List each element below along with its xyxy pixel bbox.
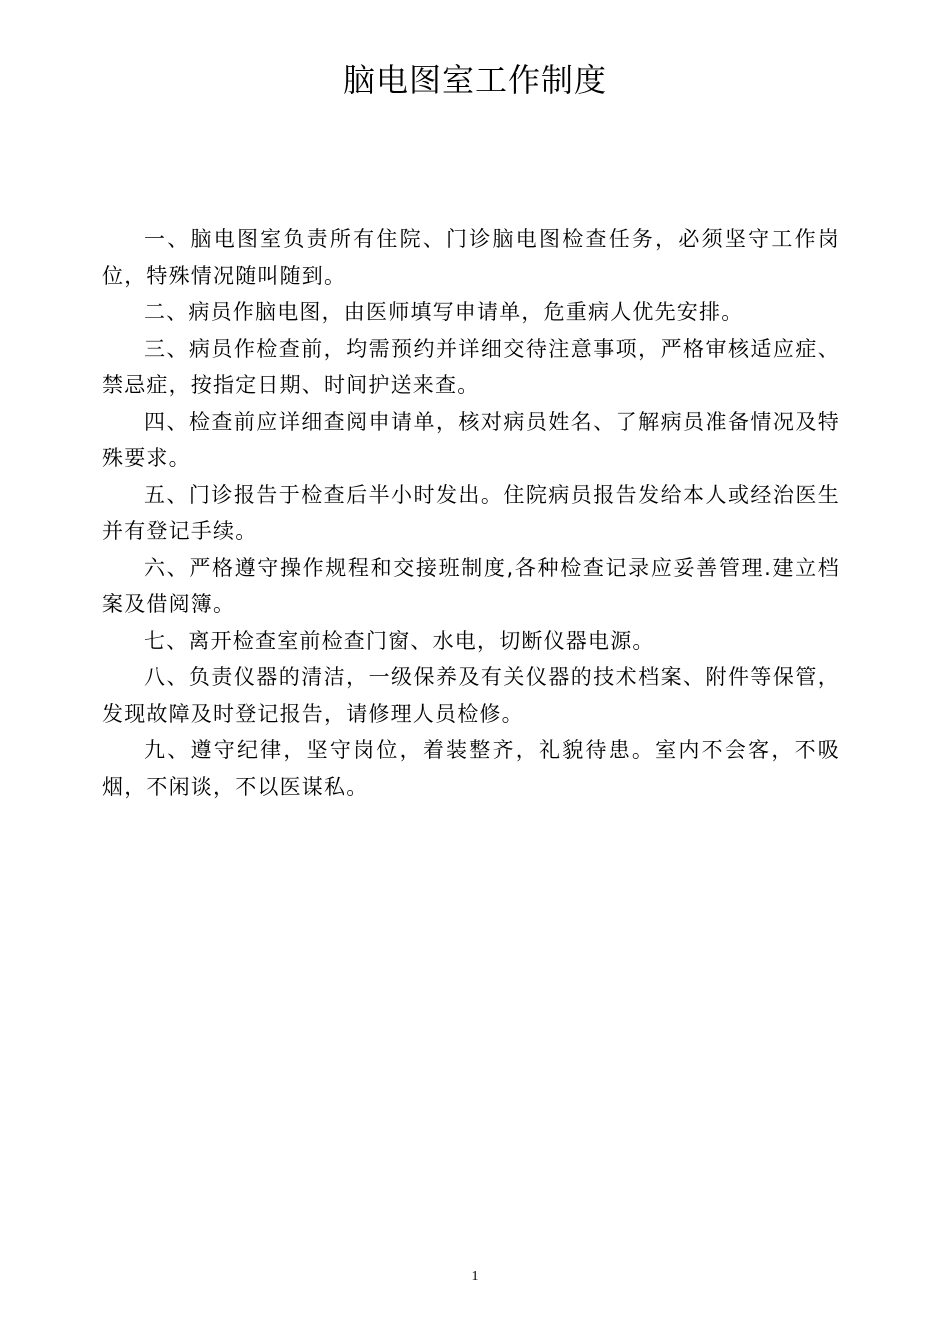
paragraph-3: 三、病员作检查前，均需预约并详细交待注意事项，严格审核适应症、禁忌症，按指定日期、时间护送来查。 <box>102 336 840 397</box>
paragraph-6: 六、严格遵守操作规程和交接班制度,各种检查记录应妥善管理.建立档案及借阅簿。 <box>102 555 840 616</box>
paragraph-1: 一、脑电图室负责所有住院、门诊脑电图检查任务，必须坚守工作岗位，特殊情况随叫随到。 <box>102 227 840 288</box>
page-title: 脑电图室工作制度 <box>342 61 607 99</box>
page-number: 1 <box>471 1269 479 1284</box>
paragraph-2: 二、病员作脑电图，由医师填写申请单，危重病人优先安排。 <box>144 300 744 324</box>
paragraph-7: 七、离开检查室前检查门窗、水电，切断仪器电源。 <box>144 628 655 653</box>
paragraph-8: 八、负责仪器的清洁，一级保养及有关仪器的技术档案、附件等保管，发现故障及时登记报告，请修理人员检修。 <box>102 665 840 726</box>
document-body <box>102 221 840 805</box>
paragraph-5: 五、门诊报告于检查后半小时发出。住院病员报告发给本人或经治医生并有登记手续。 <box>102 482 840 543</box>
paragraph-4: 四、检查前应详细查阅申请单，核对病员姓名、了解病员准备情况及特殊要求。 <box>102 409 840 470</box>
paragraph-9: 九、遵守纪律，坚守岗位，着装整齐，礼貌待患。室内不会客，不吸烟，不闲谈，不以医谋私。 <box>102 738 840 799</box>
